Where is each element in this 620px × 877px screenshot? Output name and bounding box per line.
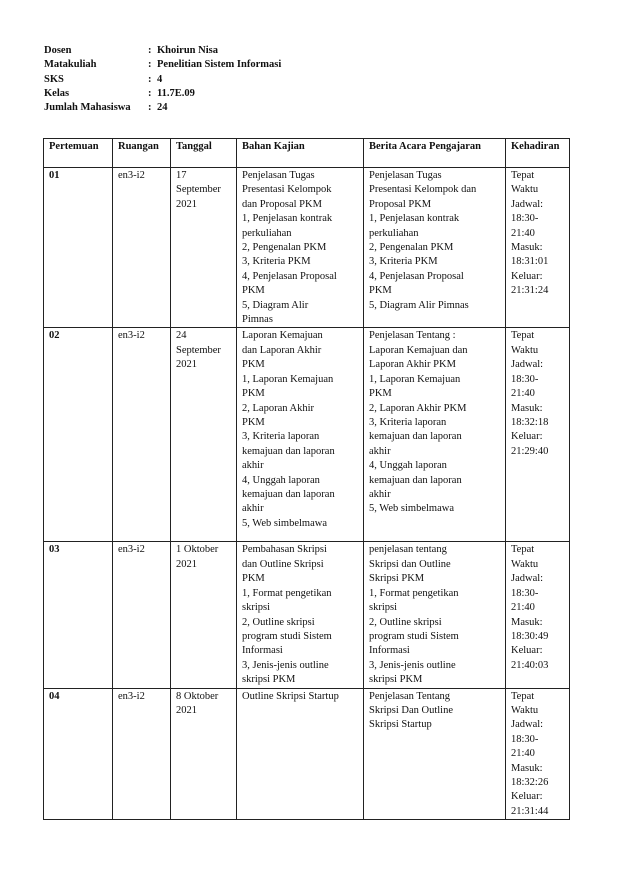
cell-berita-acara-line: 2, Pengenalan PKM <box>369 242 454 254</box>
cell-berita-acara-line: 5, Web simbelmawa <box>369 503 454 515</box>
cell-berita-acara-line: Penjelasan Tugas <box>369 170 442 181</box>
cell-bahan-kajian <box>237 688 364 820</box>
cell-kehadiran-line: Waktu <box>511 184 539 196</box>
cell-kehadiran-line: 18:30- <box>511 213 539 225</box>
cell-tanggal <box>171 688 237 820</box>
cell-kehadiran-line: 21:40:03 <box>511 659 549 671</box>
cell-bahan-kajian-line: 2, Laporan Akhir <box>242 402 315 414</box>
cell-berita-acara-line: Skripsi Dan Outline <box>369 704 453 716</box>
cell-tanggal-line: 2021 <box>176 198 197 210</box>
cell-bahan-kajian-line: 2, Pengenalan PKM <box>242 242 327 254</box>
cell-bahan-kajian-line: 1, Format pengetikan <box>242 587 332 599</box>
cell-berita-acara-line: Penjelasan Tentang <box>369 690 451 702</box>
info-separator: : <box>148 87 152 99</box>
cell-pertemuan: 04 <box>44 688 113 820</box>
info-value: 24 <box>157 102 168 114</box>
header-berita-acara: Berita Acara Pengajaran <box>364 139 506 168</box>
info-label: SKS <box>44 73 64 85</box>
cell-bahan-kajian-line: 3, Kriteria PKM <box>242 256 311 268</box>
cell-ruangan: en3-i2 <box>113 542 171 688</box>
table-header-row <box>44 139 570 168</box>
info-value: Khoirun Nisa <box>157 45 218 56</box>
cell-kehadiran-line: 21:40 <box>511 388 535 400</box>
cell-bahan-kajian-line: kemajuan dan laporan <box>242 445 335 457</box>
info-separator: : <box>148 45 152 56</box>
cell-tanggal-line: 24 <box>176 330 187 342</box>
cell-berita-acara-line: Laporan Kemajuan dan <box>369 344 468 356</box>
cell-kehadiran-line: Jadwal: <box>511 198 544 210</box>
cell-berita-acara-line: akhir <box>369 488 391 500</box>
cell-bahan-kajian-line: 4, Penjelasan Proposal <box>242 270 337 282</box>
cell-berita-acara-line: 5, Diagram Alir Pimnas <box>369 299 469 311</box>
cell-bahan-kajian <box>237 328 364 542</box>
cell-berita-acara-line: skripsi <box>369 602 398 614</box>
cell-berita-acara-line: 2, Outline skripsi <box>369 616 442 628</box>
cell-berita-acara-line: Laporan Akhir PKM <box>369 359 456 371</box>
cell-kehadiran <box>506 542 570 688</box>
cell-bahan-kajian-line: Presentasi Kelompok <box>242 184 332 196</box>
cell-ruangan: en3-i2 <box>113 328 171 542</box>
cell-kehadiran-line: 21:40 <box>511 227 535 239</box>
cell-kehadiran <box>506 168 570 328</box>
cell-kehadiran-line: Tepat <box>511 170 535 181</box>
cell-berita-acara-line: 1, Penjelasan kontrak <box>369 213 460 225</box>
cell-bahan-kajian-line: 4, Unggah laporan <box>242 474 320 486</box>
cell-tanggal <box>171 168 237 328</box>
cell-berita-acara-line: Presentasi Kelompok dan <box>369 184 477 196</box>
cell-bahan-kajian-line: PKM <box>242 388 265 400</box>
cell-kehadiran-line: Masuk: <box>511 242 543 254</box>
cell-berita-acara <box>364 168 506 328</box>
cell-kehadiran-line: 21:29:40 <box>511 445 549 457</box>
cell-kehadiran-line: 21:31:44 <box>511 805 549 817</box>
cell-kehadiran-line: 18:30- <box>511 587 539 599</box>
cell-kehadiran <box>506 688 570 820</box>
info-separator: : <box>148 59 152 71</box>
cell-kehadiran-line: Keluar: <box>511 791 543 803</box>
cell-berita-acara-line: Skripsi dan Outline <box>369 558 451 570</box>
header-tanggal: Tanggal <box>171 139 237 168</box>
cell-kehadiran-line: Waktu <box>511 558 539 570</box>
cell-berita-acara-line: 2, Laporan Akhir PKM <box>369 402 467 414</box>
cell-kehadiran-line: 21:40 <box>511 748 535 760</box>
cell-bahan-kajian-line: Laporan Kemajuan <box>242 330 323 342</box>
cell-tanggal-line: 1 Oktober <box>176 544 219 556</box>
cell-kehadiran-line: 18:30- <box>511 373 539 385</box>
cell-bahan-kajian <box>237 542 364 688</box>
cell-kehadiran-line: Keluar: <box>511 431 543 443</box>
cell-bahan-kajian-line: 3, Jenis-jenis outline <box>242 659 329 671</box>
cell-berita-acara-line: program studi Sistem <box>369 630 459 642</box>
cell-bahan-kajian-line: program studi Sistem <box>242 630 332 642</box>
info-label: Matakuliah <box>44 59 97 71</box>
cell-bahan-kajian-line: 5, Web simbelmawa <box>242 517 327 529</box>
cell-bahan-kajian-line: PKM <box>242 359 265 371</box>
table-row <box>44 542 570 688</box>
cell-bahan-kajian-line: PKM <box>242 416 265 428</box>
cell-ruangan: en3-i2 <box>113 688 171 820</box>
cell-berita-acara-line: Skripsi Startup <box>369 719 432 731</box>
cell-kehadiran-line: 18:32:18 <box>511 416 549 428</box>
cell-kehadiran-line: 21:31:24 <box>511 285 549 297</box>
cell-kehadiran-line: Masuk: <box>511 616 543 628</box>
cell-kehadiran-line: Jadwal: <box>511 359 544 371</box>
cell-berita-acara-line: Penjelasan Tentang : <box>369 330 456 342</box>
cell-berita-acara <box>364 542 506 688</box>
cell-bahan-kajian-line: dan Outline Skripsi <box>242 558 324 570</box>
attendance-table <box>43 138 570 820</box>
cell-kehadiran-line: 18:32:26 <box>511 776 549 788</box>
cell-berita-acara-line: 3, Kriteria PKM <box>369 256 438 268</box>
cell-tanggal <box>171 328 237 542</box>
cell-bahan-kajian-line: PKM <box>242 573 265 585</box>
cell-berita-acara-line: penjelasan tentang <box>369 544 447 556</box>
cell-tanggal-line: September <box>176 184 221 196</box>
cell-berita-acara-line: 4, Unggah laporan <box>369 460 447 472</box>
cell-bahan-kajian-line: 1, Laporan Kemajuan <box>242 373 334 385</box>
cell-kehadiran-line: Waktu <box>511 344 539 356</box>
table-row <box>44 168 570 328</box>
cell-tanggal-line: September <box>176 344 221 356</box>
cell-tanggal-line: 8 Oktober <box>176 690 219 702</box>
header-bahan-kajian: Bahan Kajian <box>237 139 364 168</box>
cell-berita-acara-line: skripsi PKM <box>369 674 423 686</box>
cell-kehadiran-line: Jadwal: <box>511 573 544 585</box>
cell-pertemuan: 03 <box>44 542 113 688</box>
cell-kehadiran-line: Tepat <box>511 544 535 556</box>
info-label: Dosen <box>44 45 72 56</box>
cell-berita-acara-line: 3, Jenis-jenis outline <box>369 659 456 671</box>
cell-berita-acara-line: 1, Laporan Kemajuan <box>369 373 461 385</box>
info-row-kelas <box>44 87 281 101</box>
cell-kehadiran-line: Keluar: <box>511 645 543 657</box>
cell-berita-acara-line: PKM <box>369 388 392 400</box>
cell-berita-acara-line: 4, Penjelasan Proposal <box>369 270 464 282</box>
cell-bahan-kajian-line: 5, Diagram Alir <box>242 299 309 311</box>
info-row-jumlah-mahasiswa <box>44 101 281 115</box>
cell-bahan-kajian-line: skripsi PKM <box>242 674 296 686</box>
cell-kehadiran-line: Tepat <box>511 330 535 342</box>
info-label: Kelas <box>44 87 70 99</box>
cell-berita-acara-line: kemajuan dan laporan <box>369 431 462 443</box>
cell-bahan-kajian-line: Penjelasan Tugas <box>242 170 315 181</box>
cell-ruangan: en3-i2 <box>113 168 171 328</box>
cell-bahan-kajian-line: akhir <box>242 503 264 515</box>
cell-tanggal <box>171 542 237 688</box>
cell-bahan-kajian-line: Informasi <box>242 645 283 657</box>
cell-bahan-kajian-line: dan Proposal PKM <box>242 198 322 210</box>
cell-berita-acara-line: kemajuan dan laporan <box>369 474 462 486</box>
cell-kehadiran-line: Masuk: <box>511 762 543 774</box>
cell-berita-acara <box>364 688 506 820</box>
info-value: Penelitian Sistem Informasi <box>157 59 282 71</box>
info-label: Jumlah Mahasiswa <box>44 102 131 114</box>
cell-kehadiran-line: 18:30:49 <box>511 630 549 642</box>
info-row-sks <box>44 73 281 87</box>
cell-bahan-kajian-line: Pembahasan Skripsi <box>242 544 327 556</box>
header-ruangan: Ruangan <box>113 139 171 168</box>
cell-bahan-kajian-line: PKM <box>242 285 265 297</box>
cell-bahan-kajian-line: Outline Skripsi Startup <box>242 690 339 702</box>
cell-berita-acara-line: perkuliahan <box>369 227 419 239</box>
cell-tanggal-line: 17 <box>176 170 187 181</box>
cell-bahan-kajian-line: perkuliahan <box>242 227 292 239</box>
info-value: 4 <box>157 73 163 85</box>
cell-kehadiran-line: 21:40 <box>511 602 535 614</box>
cell-kehadiran-line: Keluar: <box>511 270 543 282</box>
cell-bahan-kajian-line: dan Laporan Akhir <box>242 344 322 356</box>
cell-kehadiran-line: 18:31:01 <box>511 256 549 268</box>
table-row <box>44 688 570 820</box>
cell-bahan-kajian-line: skripsi <box>242 602 271 614</box>
cell-kehadiran <box>506 328 570 542</box>
cell-berita-acara-line: akhir <box>369 445 391 457</box>
table-row <box>44 328 570 542</box>
cell-berita-acara-line: 3, Kriteria laporan <box>369 416 447 428</box>
cell-bahan-kajian-line: kemajuan dan laporan <box>242 488 335 500</box>
cell-berita-acara-line: Informasi <box>369 645 410 657</box>
cell-tanggal-line: 2021 <box>176 704 197 716</box>
cell-bahan-kajian-line: akhir <box>242 460 264 472</box>
cell-kehadiran-line: Waktu <box>511 704 539 716</box>
cell-tanggal-line: 2021 <box>176 359 197 371</box>
info-separator: : <box>148 73 152 85</box>
cell-berita-acara-line: PKM <box>369 285 392 297</box>
cell-bahan-kajian-line: 1, Penjelasan kontrak <box>242 213 333 225</box>
cell-bahan-kajian-line: 3, Kriteria laporan <box>242 431 320 443</box>
cell-tanggal-line: 2021 <box>176 558 197 570</box>
cell-berita-acara-line: 1, Format pengetikan <box>369 587 459 599</box>
info-row-dosen <box>44 44 281 58</box>
cell-pertemuan: 01 <box>44 168 113 328</box>
cell-pertemuan: 02 <box>44 328 113 542</box>
cell-berita-acara <box>364 328 506 542</box>
cell-kehadiran-line: Masuk: <box>511 402 543 414</box>
cell-berita-acara-line: Proposal PKM <box>369 198 432 210</box>
info-value: 11.7E.09 <box>157 87 195 99</box>
cell-kehadiran-line: 18:30- <box>511 733 539 745</box>
info-separator: : <box>148 102 152 114</box>
cell-kehadiran-line: Tepat <box>511 690 535 702</box>
info-row-matakuliah <box>44 58 281 72</box>
header-kehadiran: Kehadiran <box>506 139 570 168</box>
cell-bahan-kajian <box>237 168 364 328</box>
header-pertemuan: Pertemuan <box>44 139 113 168</box>
cell-berita-acara-line: Skripsi PKM <box>369 573 425 585</box>
cell-kehadiran-line: Jadwal: <box>511 719 544 731</box>
cell-bahan-kajian-line: 2, Outline skripsi <box>242 616 315 628</box>
course-info <box>44 44 281 115</box>
cell-bahan-kajian-line: Pimnas <box>242 314 273 326</box>
